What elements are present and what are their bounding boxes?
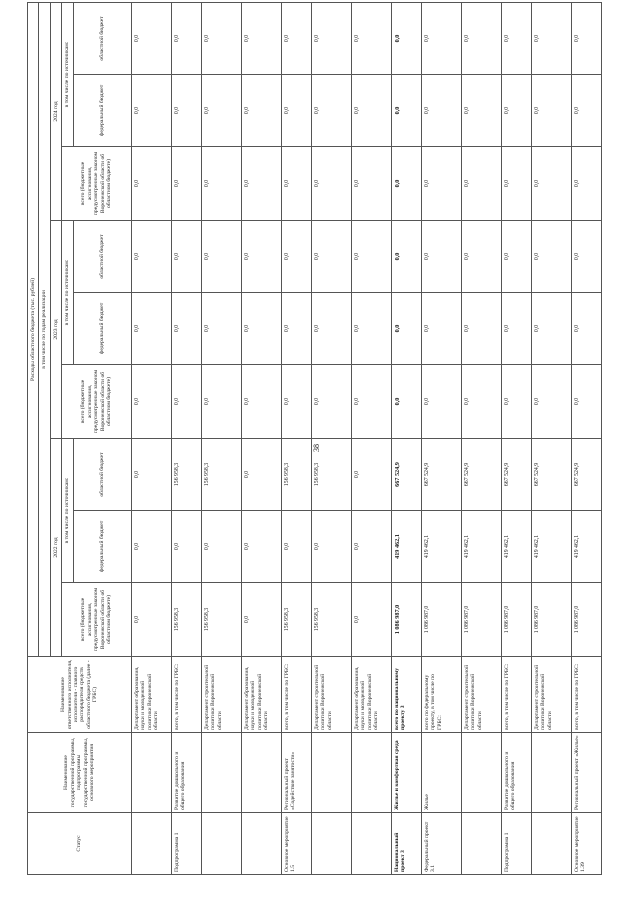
cell-total-2024: 0,0 xyxy=(131,147,171,221)
cell-regional-2023: 0,0 xyxy=(281,221,311,293)
cell-regional-2024: 0,0 xyxy=(241,2,281,74)
cell-status: Подпрограмма 1 xyxy=(501,813,531,875)
budget-table xyxy=(27,2,602,875)
cell-responsible: Департамент образования, науки и молодежной политики Воронежской области xyxy=(241,657,281,733)
cell-responsible: Департамент строительной политики Воронежской области xyxy=(531,657,571,733)
cell-federal-2024: 0,0 xyxy=(571,75,601,147)
cell-federal-2022: 0,0 xyxy=(311,511,351,583)
cell-total-2022: 0,0 xyxy=(241,583,281,657)
cell-regional-2022: 0,0 xyxy=(131,439,171,511)
cell-regional-2024: 0,0 xyxy=(501,2,531,74)
cell-federal-2022: 0,0 xyxy=(201,511,241,583)
header-status: Статус xyxy=(28,813,132,875)
cell-regional-2023: 0,0 xyxy=(241,221,281,293)
cell-federal-2022: 419 462,1 xyxy=(501,511,531,583)
cell-regional-2024: 0,0 xyxy=(391,2,421,74)
header-sources-2024: в том числе по источникам: xyxy=(62,2,73,146)
table-row xyxy=(531,2,571,874)
cell-regional-2023: 0,0 xyxy=(571,221,601,293)
header-total-2024: всего (бюджетные ассигнования, предусмотренные законом Воронежской области об областном бюджете) xyxy=(62,147,131,221)
table-header xyxy=(28,2,132,874)
cell-total-2024: 0,0 xyxy=(241,147,281,221)
cell-total-2024: 0,0 xyxy=(351,147,391,221)
header-regional-2024: областной бюджет xyxy=(73,2,131,74)
cell-federal-2022: 419 462,1 xyxy=(531,511,571,583)
cell-total-2024: 0,0 xyxy=(281,147,311,221)
header-responsible: Наименование ответственного исполнителя, исполнителя - главного распорядителя средств областного бюджета (далее - ГРБС) xyxy=(28,657,132,733)
cell-total-2024: 0,0 xyxy=(461,147,501,221)
cell-regional-2023: 0,0 xyxy=(131,221,171,293)
table-row xyxy=(351,2,391,874)
cell-federal-2022: 0,0 xyxy=(281,511,311,583)
cell-program-name: Региональный проект «Содействие занятости» xyxy=(281,733,311,813)
cell-regional-2023: 0,0 xyxy=(461,221,501,293)
cell-regional-2022: 156 958,3 xyxy=(171,439,201,511)
cell-regional-2023: 0,0 xyxy=(501,221,531,293)
cell-total-2022: 156 958,3 xyxy=(171,583,201,657)
cell-federal-2022: 0,0 xyxy=(241,511,281,583)
table-row xyxy=(501,2,531,874)
cell-federal-2023: 0,0 xyxy=(461,293,501,365)
table-row xyxy=(571,2,601,874)
header-total-2023: всего (бюджетные ассигнования, предусмотренные законом Воронежской области об областном бюджете) xyxy=(62,365,131,439)
cell-regional-2024: 0,0 xyxy=(571,2,601,74)
cell-status: Федеральный проект 3.1 xyxy=(421,813,461,875)
cell-federal-2023: 0,0 xyxy=(171,293,201,365)
cell-total-2022: 156 958,3 xyxy=(311,583,351,657)
table-body xyxy=(131,2,601,874)
cell-total-2024: 0,0 xyxy=(311,147,351,221)
cell-total-2024: 0,0 xyxy=(201,147,241,221)
cell-status: Национальный проект 3 xyxy=(391,813,421,875)
cell-federal-2024: 0,0 xyxy=(311,75,351,147)
cell-federal-2022: 419 462,1 xyxy=(391,511,421,583)
table-row xyxy=(201,2,241,874)
cell-total-2022: 1 086 987,0 xyxy=(391,583,421,657)
cell-federal-2023: 0,0 xyxy=(241,293,281,365)
cell-total-2024: 0,0 xyxy=(421,147,461,221)
cell-total-2023: 0,0 xyxy=(201,365,241,439)
cell-federal-2022: 419 462,1 xyxy=(461,511,501,583)
cell-program-name: Жилье и комфортная среда xyxy=(391,733,421,813)
cell-regional-2023: 0,0 xyxy=(171,221,201,293)
cell-regional-2024: 0,0 xyxy=(421,2,461,74)
cell-responsible: Департамент строительной политики Воронежской области xyxy=(311,657,351,733)
cell-total-2022: 0,0 xyxy=(351,583,391,657)
rotated-document-sheet xyxy=(27,16,632,875)
cell-program-name xyxy=(531,733,571,813)
cell-responsible: Департамент строительной политики Воронежской области xyxy=(201,657,241,733)
cell-federal-2023: 0,0 xyxy=(571,293,601,365)
table-row xyxy=(461,2,501,874)
cell-total-2023: 0,0 xyxy=(281,365,311,439)
cell-status xyxy=(461,813,501,875)
cell-total-2023: 0,0 xyxy=(131,365,171,439)
cell-program-name: Развитие дошкольного и общего образования xyxy=(171,733,201,813)
cell-regional-2022: 0,0 xyxy=(351,439,391,511)
header-federal-2023: федеральный бюджет xyxy=(73,293,131,365)
cell-total-2024: 0,0 xyxy=(571,147,601,221)
cell-federal-2023: 0,0 xyxy=(311,293,351,365)
cell-regional-2024: 0,0 xyxy=(461,2,501,74)
header-year-2024: 2024 год xyxy=(50,2,61,220)
cell-total-2023: 0,0 xyxy=(571,365,601,439)
cell-total-2022: 156 958,3 xyxy=(201,583,241,657)
header-by-years: в том числе по годам реализации xyxy=(39,2,50,656)
cell-regional-2024: 0,0 xyxy=(171,2,201,74)
cell-regional-2022: 0,0 xyxy=(241,439,281,511)
cell-total-2023: 0,0 xyxy=(531,365,571,439)
cell-program-name: Жилье xyxy=(421,733,461,813)
cell-status xyxy=(131,813,171,875)
table-row xyxy=(241,2,281,874)
table-row xyxy=(281,2,311,874)
cell-status xyxy=(351,813,391,875)
cell-regional-2024: 0,0 xyxy=(351,2,391,74)
cell-federal-2023: 0,0 xyxy=(351,293,391,365)
header-regional-2022: областной бюджет xyxy=(73,439,131,511)
cell-regional-2024: 0,0 xyxy=(131,2,171,74)
cell-federal-2024: 0,0 xyxy=(391,75,421,147)
cell-federal-2024: 0,0 xyxy=(421,75,461,147)
cell-federal-2022: 0,0 xyxy=(351,511,391,583)
cell-total-2022: 1 086 987,0 xyxy=(421,583,461,657)
cell-total-2023: 0,0 xyxy=(421,365,461,439)
header-sources-2023: в том числе по источникам: xyxy=(62,221,73,365)
cell-responsible: всего, в том числе по ГРБС: xyxy=(171,657,201,733)
cell-federal-2022: 0,0 xyxy=(131,511,171,583)
cell-regional-2023: 0,0 xyxy=(201,221,241,293)
cell-federal-2022: 0,0 xyxy=(171,511,201,583)
cell-regional-2023: 0,0 xyxy=(391,221,421,293)
cell-regional-2022: 667 524,9 xyxy=(421,439,461,511)
cell-total-2024: 0,0 xyxy=(391,147,421,221)
header-total-2022: всего (бюджетные ассигнования, предусмотренные законом Воронежской области об областном бюджете) xyxy=(62,583,131,657)
cell-total-2024: 0,0 xyxy=(531,147,571,221)
cell-responsible: всего, в том числе по ГРБС: xyxy=(501,657,531,733)
table-row xyxy=(171,2,201,874)
header-federal-2022: федеральный бюджет xyxy=(73,511,131,583)
cell-federal-2024: 0,0 xyxy=(201,75,241,147)
cell-regional-2024: 0,0 xyxy=(531,2,571,74)
cell-regional-2022: 667 524,9 xyxy=(461,439,501,511)
cell-regional-2023: 0,0 xyxy=(311,221,351,293)
cell-program-name xyxy=(131,733,171,813)
cell-regional-2022: 156 958,3 xyxy=(311,439,351,511)
cell-federal-2024: 0,0 xyxy=(171,75,201,147)
cell-responsible: Департамент образования, науки и молодежной политики Воронежской области xyxy=(131,657,171,733)
cell-federal-2023: 0,0 xyxy=(531,293,571,365)
cell-total-2022: 1 086 987,0 xyxy=(461,583,501,657)
cell-federal-2022: 419 462,1 xyxy=(571,511,601,583)
table-row xyxy=(421,2,461,874)
page-number: 38 xyxy=(312,444,321,452)
cell-program-name: Региональный проект «Жилье» xyxy=(571,733,601,813)
cell-federal-2024: 0,0 xyxy=(351,75,391,147)
cell-program-name xyxy=(201,733,241,813)
cell-responsible: всего, в том числе по ГРБС: xyxy=(281,657,311,733)
cell-status: Основное мероприятие 1.5 xyxy=(281,813,311,875)
header-program-name: Наименование государственной программы, подпрограммы государственной программы, основного мероприятия xyxy=(28,733,132,813)
cell-federal-2023: 0,0 xyxy=(131,293,171,365)
table-row xyxy=(391,2,421,874)
cell-total-2022: 156 958,3 xyxy=(281,583,311,657)
cell-status xyxy=(241,813,281,875)
header-year-2022: 2022 год xyxy=(50,439,61,657)
cell-total-2023: 0,0 xyxy=(391,365,421,439)
cell-status: Основное мероприятие 1.39 xyxy=(571,813,601,875)
cell-status: Подпрограмма 1 xyxy=(171,813,201,875)
cell-total-2023: 0,0 xyxy=(241,365,281,439)
cell-program-name xyxy=(311,733,351,813)
cell-total-2024: 0,0 xyxy=(501,147,531,221)
cell-total-2022: 0,0 xyxy=(131,583,171,657)
cell-program-name: Развитие дошкольного и общего образования xyxy=(501,733,531,813)
cell-program-name xyxy=(241,733,281,813)
cell-regional-2023: 0,0 xyxy=(351,221,391,293)
cell-federal-2023: 0,0 xyxy=(501,293,531,365)
cell-total-2023: 0,0 xyxy=(311,365,351,439)
cell-total-2022: 1 086 987,0 xyxy=(571,583,601,657)
cell-federal-2024: 0,0 xyxy=(131,75,171,147)
cell-total-2023: 0,0 xyxy=(351,365,391,439)
cell-total-2024: 0,0 xyxy=(171,147,201,221)
cell-regional-2022: 667 524,9 xyxy=(391,439,421,511)
header-sources-2022: в том числе по источникам: xyxy=(62,439,73,583)
header-expenses: Расходы областного бюджета (тыс. рублей) xyxy=(28,2,39,656)
cell-regional-2024: 0,0 xyxy=(281,2,311,74)
cell-total-2023: 0,0 xyxy=(501,365,531,439)
table-row xyxy=(131,2,171,874)
cell-responsible: всего по федеральному проекту, в том числе по ГРБС: xyxy=(421,657,461,733)
cell-program-name xyxy=(351,733,391,813)
cell-federal-2024: 0,0 xyxy=(241,75,281,147)
cell-regional-2022: 667 524,9 xyxy=(531,439,571,511)
header-federal-2024: федеральный бюджет xyxy=(73,75,131,147)
cell-federal-2023: 0,0 xyxy=(281,293,311,365)
cell-total-2023: 0,0 xyxy=(171,365,201,439)
cell-status xyxy=(531,813,571,875)
cell-federal-2024: 0,0 xyxy=(281,75,311,147)
cell-regional-2022: 667 524,9 xyxy=(571,439,601,511)
cell-responsible: всего по национальному проекту 3 xyxy=(391,657,421,733)
cell-federal-2023: 0,0 xyxy=(201,293,241,365)
cell-regional-2024: 0,0 xyxy=(201,2,241,74)
cell-federal-2024: 0,0 xyxy=(461,75,501,147)
cell-federal-2023: 0,0 xyxy=(421,293,461,365)
cell-regional-2022: 156 958,3 xyxy=(281,439,311,511)
cell-federal-2024: 0,0 xyxy=(501,75,531,147)
cell-status xyxy=(311,813,351,875)
cell-federal-2023: 0,0 xyxy=(391,293,421,365)
cell-regional-2024: 0,0 xyxy=(311,2,351,74)
cell-program-name xyxy=(461,733,501,813)
cell-status xyxy=(201,813,241,875)
cell-regional-2022: 667 524,9 xyxy=(501,439,531,511)
header-regional-2023: областной бюджет xyxy=(73,221,131,293)
cell-federal-2024: 0,0 xyxy=(531,75,571,147)
cell-total-2022: 1 086 987,0 xyxy=(501,583,531,657)
cell-regional-2023: 0,0 xyxy=(531,221,571,293)
cell-total-2022: 1 086 987,0 xyxy=(531,583,571,657)
table-row xyxy=(311,2,351,874)
cell-regional-2022: 156 958,3 xyxy=(201,439,241,511)
cell-responsible: Департамент образования, науки и молодежной политики Воронежской области xyxy=(351,657,391,733)
cell-responsible: всего, в том числе по ГРБС: xyxy=(571,657,601,733)
cell-responsible: Департамент строительной политики Воронежской области xyxy=(461,657,501,733)
header-year-2023: 2023 год xyxy=(50,221,61,439)
cell-total-2023: 0,0 xyxy=(461,365,501,439)
cell-federal-2022: 419 462,1 xyxy=(421,511,461,583)
cell-regional-2023: 0,0 xyxy=(421,221,461,293)
